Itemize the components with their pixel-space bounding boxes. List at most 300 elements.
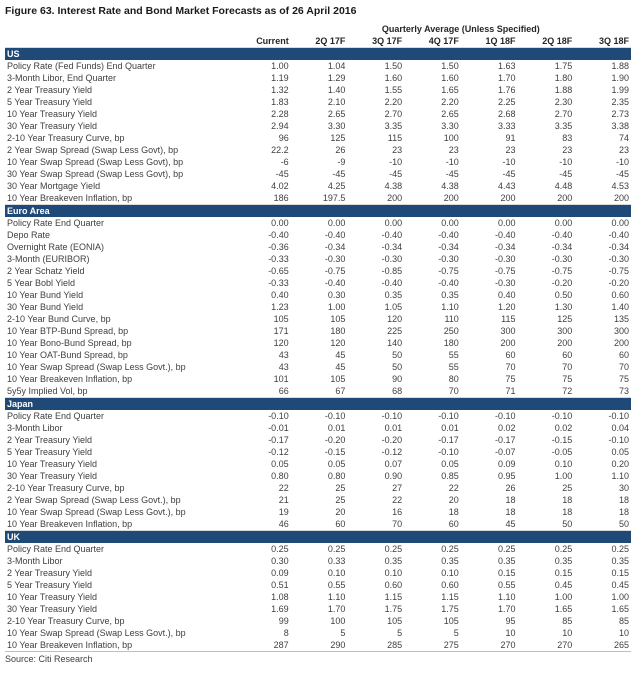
row-value: -10 bbox=[347, 156, 404, 168]
section-name: US bbox=[5, 48, 631, 61]
row-value: 0.10 bbox=[518, 458, 575, 470]
row-value: 73 bbox=[574, 385, 631, 398]
row-label: 10 Year Bono-Bund Spread, bp bbox=[5, 337, 234, 349]
row-value: 0.35 bbox=[574, 555, 631, 567]
row-label: 10 Year Swap Spread (Swap Less Govt.), bp bbox=[5, 627, 234, 639]
row-value: 3.38 bbox=[574, 120, 631, 132]
row-label: Policy Rate End Quarter bbox=[5, 217, 234, 229]
row-label: 2-10 Year Treasury Curve, bp bbox=[5, 482, 234, 494]
row-value: 2.20 bbox=[404, 96, 461, 108]
row-value: 1.60 bbox=[347, 72, 404, 84]
row-value: 1.05 bbox=[347, 301, 404, 313]
row-value: 125 bbox=[518, 313, 575, 325]
row-value: 1.76 bbox=[461, 84, 518, 96]
row-value: 23 bbox=[347, 144, 404, 156]
row-value: 55 bbox=[404, 361, 461, 373]
row-value: -0.34 bbox=[461, 241, 518, 253]
row-value: 2.25 bbox=[461, 96, 518, 108]
row-value: 20 bbox=[291, 506, 348, 518]
row-value: 22 bbox=[347, 494, 404, 506]
table-row bbox=[5, 168, 631, 180]
row-value: 46 bbox=[234, 518, 291, 531]
row-value: 70 bbox=[518, 361, 575, 373]
row-value: 0.00 bbox=[234, 217, 291, 229]
table-row bbox=[5, 349, 631, 361]
row-value: 1.70 bbox=[461, 72, 518, 84]
row-value: 95 bbox=[461, 615, 518, 627]
row-value: -0.20 bbox=[574, 277, 631, 289]
row-value: 0.80 bbox=[291, 470, 348, 482]
row-value: 23 bbox=[404, 144, 461, 156]
row-value: 27 bbox=[347, 482, 404, 494]
row-value: 70 bbox=[347, 518, 404, 531]
row-value: 1.55 bbox=[347, 84, 404, 96]
row-value: -0.75 bbox=[574, 265, 631, 277]
row-value: 91 bbox=[461, 132, 518, 144]
row-value: -0.30 bbox=[347, 253, 404, 265]
column-header: 2Q 17F bbox=[315, 36, 346, 46]
row-value: -0.15 bbox=[291, 446, 348, 458]
row-value: 0.40 bbox=[461, 289, 518, 301]
row-value: 0.90 bbox=[347, 470, 404, 482]
row-value: 90 bbox=[347, 373, 404, 385]
row-value: 110 bbox=[404, 313, 461, 325]
row-value: -0.10 bbox=[574, 434, 631, 446]
row-value: 0.09 bbox=[461, 458, 518, 470]
row-value: -0.20 bbox=[347, 434, 404, 446]
row-value: 43 bbox=[234, 361, 291, 373]
row-label: Policy Rate End Quarter bbox=[5, 410, 234, 422]
row-value: -0.01 bbox=[234, 422, 291, 434]
row-value: 20 bbox=[404, 494, 461, 506]
row-value: 115 bbox=[347, 132, 404, 144]
row-value: 1.10 bbox=[574, 470, 631, 482]
row-value: 0.25 bbox=[291, 543, 348, 555]
row-value: 1.65 bbox=[404, 84, 461, 96]
row-value: 18 bbox=[518, 506, 575, 518]
table-row bbox=[5, 506, 631, 518]
row-value: -0.34 bbox=[404, 241, 461, 253]
row-value: 1.40 bbox=[574, 301, 631, 313]
row-value: 200 bbox=[574, 337, 631, 349]
row-value: 45 bbox=[291, 361, 348, 373]
table-row bbox=[5, 579, 631, 591]
row-value: 3.33 bbox=[461, 120, 518, 132]
row-value: 23 bbox=[518, 144, 575, 156]
row-value: 68 bbox=[347, 385, 404, 398]
row-value: 2.28 bbox=[234, 108, 291, 120]
row-label: 2 Year Schatz Yield bbox=[5, 265, 234, 277]
row-value: 50 bbox=[347, 361, 404, 373]
row-value: 0.00 bbox=[404, 217, 461, 229]
table-row bbox=[5, 639, 631, 652]
table-row bbox=[5, 422, 631, 434]
table-row bbox=[5, 446, 631, 458]
row-value: 0.60 bbox=[404, 579, 461, 591]
row-value: 0.35 bbox=[404, 555, 461, 567]
row-value: 23 bbox=[461, 144, 518, 156]
section-header-row bbox=[5, 531, 631, 544]
row-value: 70 bbox=[461, 361, 518, 373]
row-value: -0.75 bbox=[404, 265, 461, 277]
row-value: 197.5 bbox=[291, 192, 348, 205]
row-value: 10 bbox=[518, 627, 575, 639]
row-value: 50 bbox=[518, 518, 575, 531]
column-header: Current bbox=[256, 36, 289, 46]
row-label: 2-10 Year Treasury Curve, bp bbox=[5, 615, 234, 627]
row-value: 120 bbox=[347, 313, 404, 325]
row-label: 10 Year Treasury Yield bbox=[5, 591, 234, 603]
row-value: 0.45 bbox=[518, 579, 575, 591]
row-value: 26 bbox=[291, 144, 348, 156]
row-value: 300 bbox=[461, 325, 518, 337]
table-row bbox=[5, 603, 631, 615]
row-value: 0.10 bbox=[291, 567, 348, 579]
row-value: -6 bbox=[234, 156, 291, 168]
section-header-row bbox=[5, 48, 631, 61]
row-value: 1.10 bbox=[461, 591, 518, 603]
group-header-label: Quarterly Average (Unless Specified) bbox=[381, 24, 540, 34]
row-value: -0.40 bbox=[347, 277, 404, 289]
row-value: 0.00 bbox=[291, 217, 348, 229]
table-row bbox=[5, 192, 631, 205]
row-value: 1.00 bbox=[518, 591, 575, 603]
table-row bbox=[5, 385, 631, 398]
source-note: Source: Citi Research bbox=[5, 654, 93, 664]
column-header: 4Q 17F bbox=[428, 36, 459, 46]
row-value: 26 bbox=[461, 482, 518, 494]
row-value: -0.10 bbox=[291, 410, 348, 422]
row-value: 0.15 bbox=[461, 567, 518, 579]
row-value: -0.30 bbox=[461, 253, 518, 265]
table-row bbox=[5, 627, 631, 639]
row-value: 2.65 bbox=[404, 108, 461, 120]
row-value: 85 bbox=[574, 615, 631, 627]
row-value: 100 bbox=[404, 132, 461, 144]
row-value: 1.99 bbox=[574, 84, 631, 96]
table-row bbox=[5, 361, 631, 373]
row-value: 25 bbox=[291, 482, 348, 494]
row-value: 5 bbox=[347, 627, 404, 639]
column-header: 1Q 18F bbox=[485, 36, 516, 46]
row-value: 60 bbox=[291, 518, 348, 531]
row-label: 5 Year Bobl Yield bbox=[5, 277, 234, 289]
row-value: 2.65 bbox=[291, 108, 348, 120]
table-row bbox=[5, 120, 631, 132]
row-value: 85 bbox=[518, 615, 575, 627]
row-label: 10 Year Breakeven Inflation, bp bbox=[5, 518, 234, 531]
row-value: 70 bbox=[404, 385, 461, 398]
row-value: 1.00 bbox=[518, 470, 575, 482]
row-value: 1.15 bbox=[404, 591, 461, 603]
row-value: -0.40 bbox=[404, 277, 461, 289]
row-value: 0.35 bbox=[347, 289, 404, 301]
row-value: -0.30 bbox=[461, 277, 518, 289]
row-value: 43 bbox=[234, 349, 291, 361]
row-value: 74 bbox=[574, 132, 631, 144]
table-row bbox=[5, 229, 631, 241]
row-value: 140 bbox=[347, 337, 404, 349]
table-row bbox=[5, 253, 631, 265]
row-value: 2.35 bbox=[574, 96, 631, 108]
row-value: -45 bbox=[518, 168, 575, 180]
row-value: 1.70 bbox=[461, 603, 518, 615]
section-name: Japan bbox=[5, 398, 631, 411]
row-value: -0.30 bbox=[574, 253, 631, 265]
row-value: 0.33 bbox=[291, 555, 348, 567]
row-value: 25 bbox=[291, 494, 348, 506]
row-value: 8 bbox=[234, 627, 291, 639]
figure-title: Figure 63. Interest Rate and Bond Market Forecasts as of 26 April 2016 bbox=[5, 5, 357, 17]
row-value: 120 bbox=[291, 337, 348, 349]
row-value: -0.34 bbox=[574, 241, 631, 253]
row-label: Depo Rate bbox=[5, 229, 234, 241]
row-value: 18 bbox=[518, 494, 575, 506]
row-value: -0.75 bbox=[291, 265, 348, 277]
row-value: -9 bbox=[291, 156, 348, 168]
row-value: 0.00 bbox=[518, 217, 575, 229]
row-value: -45 bbox=[461, 168, 518, 180]
row-value: 0.04 bbox=[574, 422, 631, 434]
row-value: -0.40 bbox=[461, 229, 518, 241]
row-value: 1.40 bbox=[291, 84, 348, 96]
row-value: 0.02 bbox=[518, 422, 575, 434]
row-value: -0.17 bbox=[234, 434, 291, 446]
row-label: 5 Year Treasury Yield bbox=[5, 96, 234, 108]
section-header-row bbox=[5, 205, 631, 218]
row-value: 1.75 bbox=[518, 60, 575, 72]
row-value: 0.30 bbox=[291, 289, 348, 301]
row-label: 30 Year Mortgage Yield bbox=[5, 180, 234, 192]
row-value: 80 bbox=[404, 373, 461, 385]
row-value: 18 bbox=[574, 494, 631, 506]
row-value: 67 bbox=[291, 385, 348, 398]
row-value: 0.60 bbox=[347, 579, 404, 591]
row-value: -0.20 bbox=[291, 434, 348, 446]
row-value: 0.07 bbox=[347, 458, 404, 470]
row-value: 0.35 bbox=[347, 555, 404, 567]
row-value: 105 bbox=[234, 313, 291, 325]
row-value: 60 bbox=[574, 349, 631, 361]
table-row bbox=[5, 567, 631, 579]
row-value: -10 bbox=[461, 156, 518, 168]
table-row bbox=[5, 434, 631, 446]
row-value: 0.05 bbox=[404, 458, 461, 470]
row-value: 105 bbox=[291, 313, 348, 325]
row-value: -0.10 bbox=[347, 410, 404, 422]
row-value: 105 bbox=[347, 615, 404, 627]
row-value: 16 bbox=[347, 506, 404, 518]
row-value: -0.36 bbox=[234, 241, 291, 253]
row-value: 120 bbox=[234, 337, 291, 349]
row-value: 22 bbox=[234, 482, 291, 494]
row-value: -0.40 bbox=[291, 277, 348, 289]
row-value: 0.25 bbox=[518, 543, 575, 555]
table-row bbox=[5, 84, 631, 96]
row-value: 270 bbox=[461, 639, 518, 652]
table-row bbox=[5, 241, 631, 253]
table-row bbox=[5, 72, 631, 84]
row-label: 3-Month Libor bbox=[5, 422, 234, 434]
row-value: -0.34 bbox=[518, 241, 575, 253]
row-value: -0.12 bbox=[347, 446, 404, 458]
table-row bbox=[5, 96, 631, 108]
row-value: 23 bbox=[574, 144, 631, 156]
row-value: 275 bbox=[404, 639, 461, 652]
row-value: -10 bbox=[518, 156, 575, 168]
row-value: 1.15 bbox=[347, 591, 404, 603]
row-value: 186 bbox=[234, 192, 291, 205]
row-value: 0.35 bbox=[518, 555, 575, 567]
row-value: 1.00 bbox=[234, 60, 291, 72]
row-value: 200 bbox=[347, 192, 404, 205]
row-value: 71 bbox=[461, 385, 518, 398]
column-header: 3Q 18F bbox=[598, 36, 629, 46]
row-value: -0.75 bbox=[518, 265, 575, 277]
row-value: 1.88 bbox=[518, 84, 575, 96]
row-value: 2.68 bbox=[461, 108, 518, 120]
row-value: 300 bbox=[574, 325, 631, 337]
row-label: 2 Year Treasury Yield bbox=[5, 434, 234, 446]
row-label: 2-10 Year Treasury Curve, bp bbox=[5, 132, 234, 144]
row-label: 10 Year OAT-Bund Spread, bp bbox=[5, 349, 234, 361]
row-value: 180 bbox=[291, 325, 348, 337]
row-value: 125 bbox=[291, 132, 348, 144]
row-value: 200 bbox=[518, 337, 575, 349]
table-row bbox=[5, 373, 631, 385]
row-value: 0.60 bbox=[574, 289, 631, 301]
row-value: 0.35 bbox=[461, 555, 518, 567]
row-value: 0.01 bbox=[291, 422, 348, 434]
row-value: -0.10 bbox=[234, 410, 291, 422]
column-header-row bbox=[5, 35, 631, 48]
row-value: 19 bbox=[234, 506, 291, 518]
row-value: 2.20 bbox=[347, 96, 404, 108]
row-value: 3.35 bbox=[518, 120, 575, 132]
row-value: -0.40 bbox=[234, 229, 291, 241]
row-value: 30 bbox=[574, 482, 631, 494]
row-label: 3-Month (EURIBOR) bbox=[5, 253, 234, 265]
row-label: 10 Year Breakeven Inflation, bp bbox=[5, 192, 234, 205]
row-label: 30 Year Bund Yield bbox=[5, 301, 234, 313]
group-header-spacer bbox=[5, 23, 234, 35]
section-name: UK bbox=[5, 531, 631, 544]
column-header-spacer bbox=[5, 35, 234, 48]
row-value: 2.70 bbox=[347, 108, 404, 120]
row-label: 30 Year Treasury Yield bbox=[5, 603, 234, 615]
row-value: 4.53 bbox=[574, 180, 631, 192]
row-value: 4.43 bbox=[461, 180, 518, 192]
table-row bbox=[5, 518, 631, 531]
row-value: -45 bbox=[574, 168, 631, 180]
row-value: 1.04 bbox=[291, 60, 348, 72]
row-value: 0.15 bbox=[518, 567, 575, 579]
row-value: 60 bbox=[404, 518, 461, 531]
row-label: 2 Year Treasury Yield bbox=[5, 84, 234, 96]
row-label: Overnight Rate (EONIA) bbox=[5, 241, 234, 253]
row-label: Policy Rate (Fed Funds) End Quarter bbox=[5, 60, 234, 72]
row-value: 1.30 bbox=[518, 301, 575, 313]
row-value: 4.38 bbox=[347, 180, 404, 192]
row-value: 290 bbox=[291, 639, 348, 652]
row-value: 2.70 bbox=[518, 108, 575, 120]
row-value: 135 bbox=[574, 313, 631, 325]
row-value: -0.40 bbox=[518, 229, 575, 241]
row-value: 0.10 bbox=[404, 567, 461, 579]
row-value: 1.90 bbox=[574, 72, 631, 84]
row-value: 99 bbox=[234, 615, 291, 627]
row-value: 285 bbox=[347, 639, 404, 652]
row-value: 3.35 bbox=[347, 120, 404, 132]
row-value: 10 bbox=[574, 627, 631, 639]
row-value: 100 bbox=[291, 615, 348, 627]
table-row bbox=[5, 277, 631, 289]
row-value: 200 bbox=[518, 192, 575, 205]
row-value: 0.25 bbox=[404, 543, 461, 555]
row-label: 3-Month Libor, End Quarter bbox=[5, 72, 234, 84]
row-value: 18 bbox=[461, 494, 518, 506]
table-row bbox=[5, 470, 631, 482]
row-value: 0.55 bbox=[461, 579, 518, 591]
row-value: 75 bbox=[518, 373, 575, 385]
row-value: -0.10 bbox=[518, 410, 575, 422]
row-value: 3.30 bbox=[291, 120, 348, 132]
table-row bbox=[5, 132, 631, 144]
table-row bbox=[5, 156, 631, 168]
row-value: -45 bbox=[291, 168, 348, 180]
table-row bbox=[5, 615, 631, 627]
table-row bbox=[5, 108, 631, 120]
row-value: -0.40 bbox=[347, 229, 404, 241]
row-label: 3-Month Libor bbox=[5, 555, 234, 567]
row-label: Policy Rate End Quarter bbox=[5, 543, 234, 555]
row-value: 60 bbox=[518, 349, 575, 361]
row-value: 0.15 bbox=[574, 567, 631, 579]
row-value: 0.80 bbox=[234, 470, 291, 482]
row-value: 50 bbox=[574, 518, 631, 531]
row-value: -45 bbox=[347, 168, 404, 180]
row-value: 1.00 bbox=[574, 591, 631, 603]
row-value: 105 bbox=[291, 373, 348, 385]
row-value: -0.33 bbox=[234, 277, 291, 289]
table-row bbox=[5, 289, 631, 301]
row-value: 0.00 bbox=[574, 217, 631, 229]
row-value: 45 bbox=[291, 349, 348, 361]
table-row bbox=[5, 482, 631, 494]
row-value: 1.00 bbox=[291, 301, 348, 313]
row-value: 55 bbox=[404, 349, 461, 361]
row-value: 225 bbox=[347, 325, 404, 337]
row-value: 3.30 bbox=[404, 120, 461, 132]
row-value: 75 bbox=[461, 373, 518, 385]
row-value: 1.65 bbox=[574, 603, 631, 615]
row-value: 60 bbox=[461, 349, 518, 361]
row-value: 265 bbox=[574, 639, 631, 652]
row-value: 45 bbox=[461, 518, 518, 531]
row-value: 180 bbox=[404, 337, 461, 349]
row-value: 0.45 bbox=[574, 579, 631, 591]
row-value: -0.07 bbox=[461, 446, 518, 458]
row-value: 1.65 bbox=[518, 603, 575, 615]
row-value: -0.30 bbox=[518, 253, 575, 265]
row-value: 72 bbox=[518, 385, 575, 398]
row-value: 1.50 bbox=[404, 60, 461, 72]
row-value: 70 bbox=[574, 361, 631, 373]
row-value: 66 bbox=[234, 385, 291, 398]
row-value: -0.15 bbox=[518, 434, 575, 446]
row-value: 0.95 bbox=[461, 470, 518, 482]
row-value: 1.10 bbox=[404, 301, 461, 313]
